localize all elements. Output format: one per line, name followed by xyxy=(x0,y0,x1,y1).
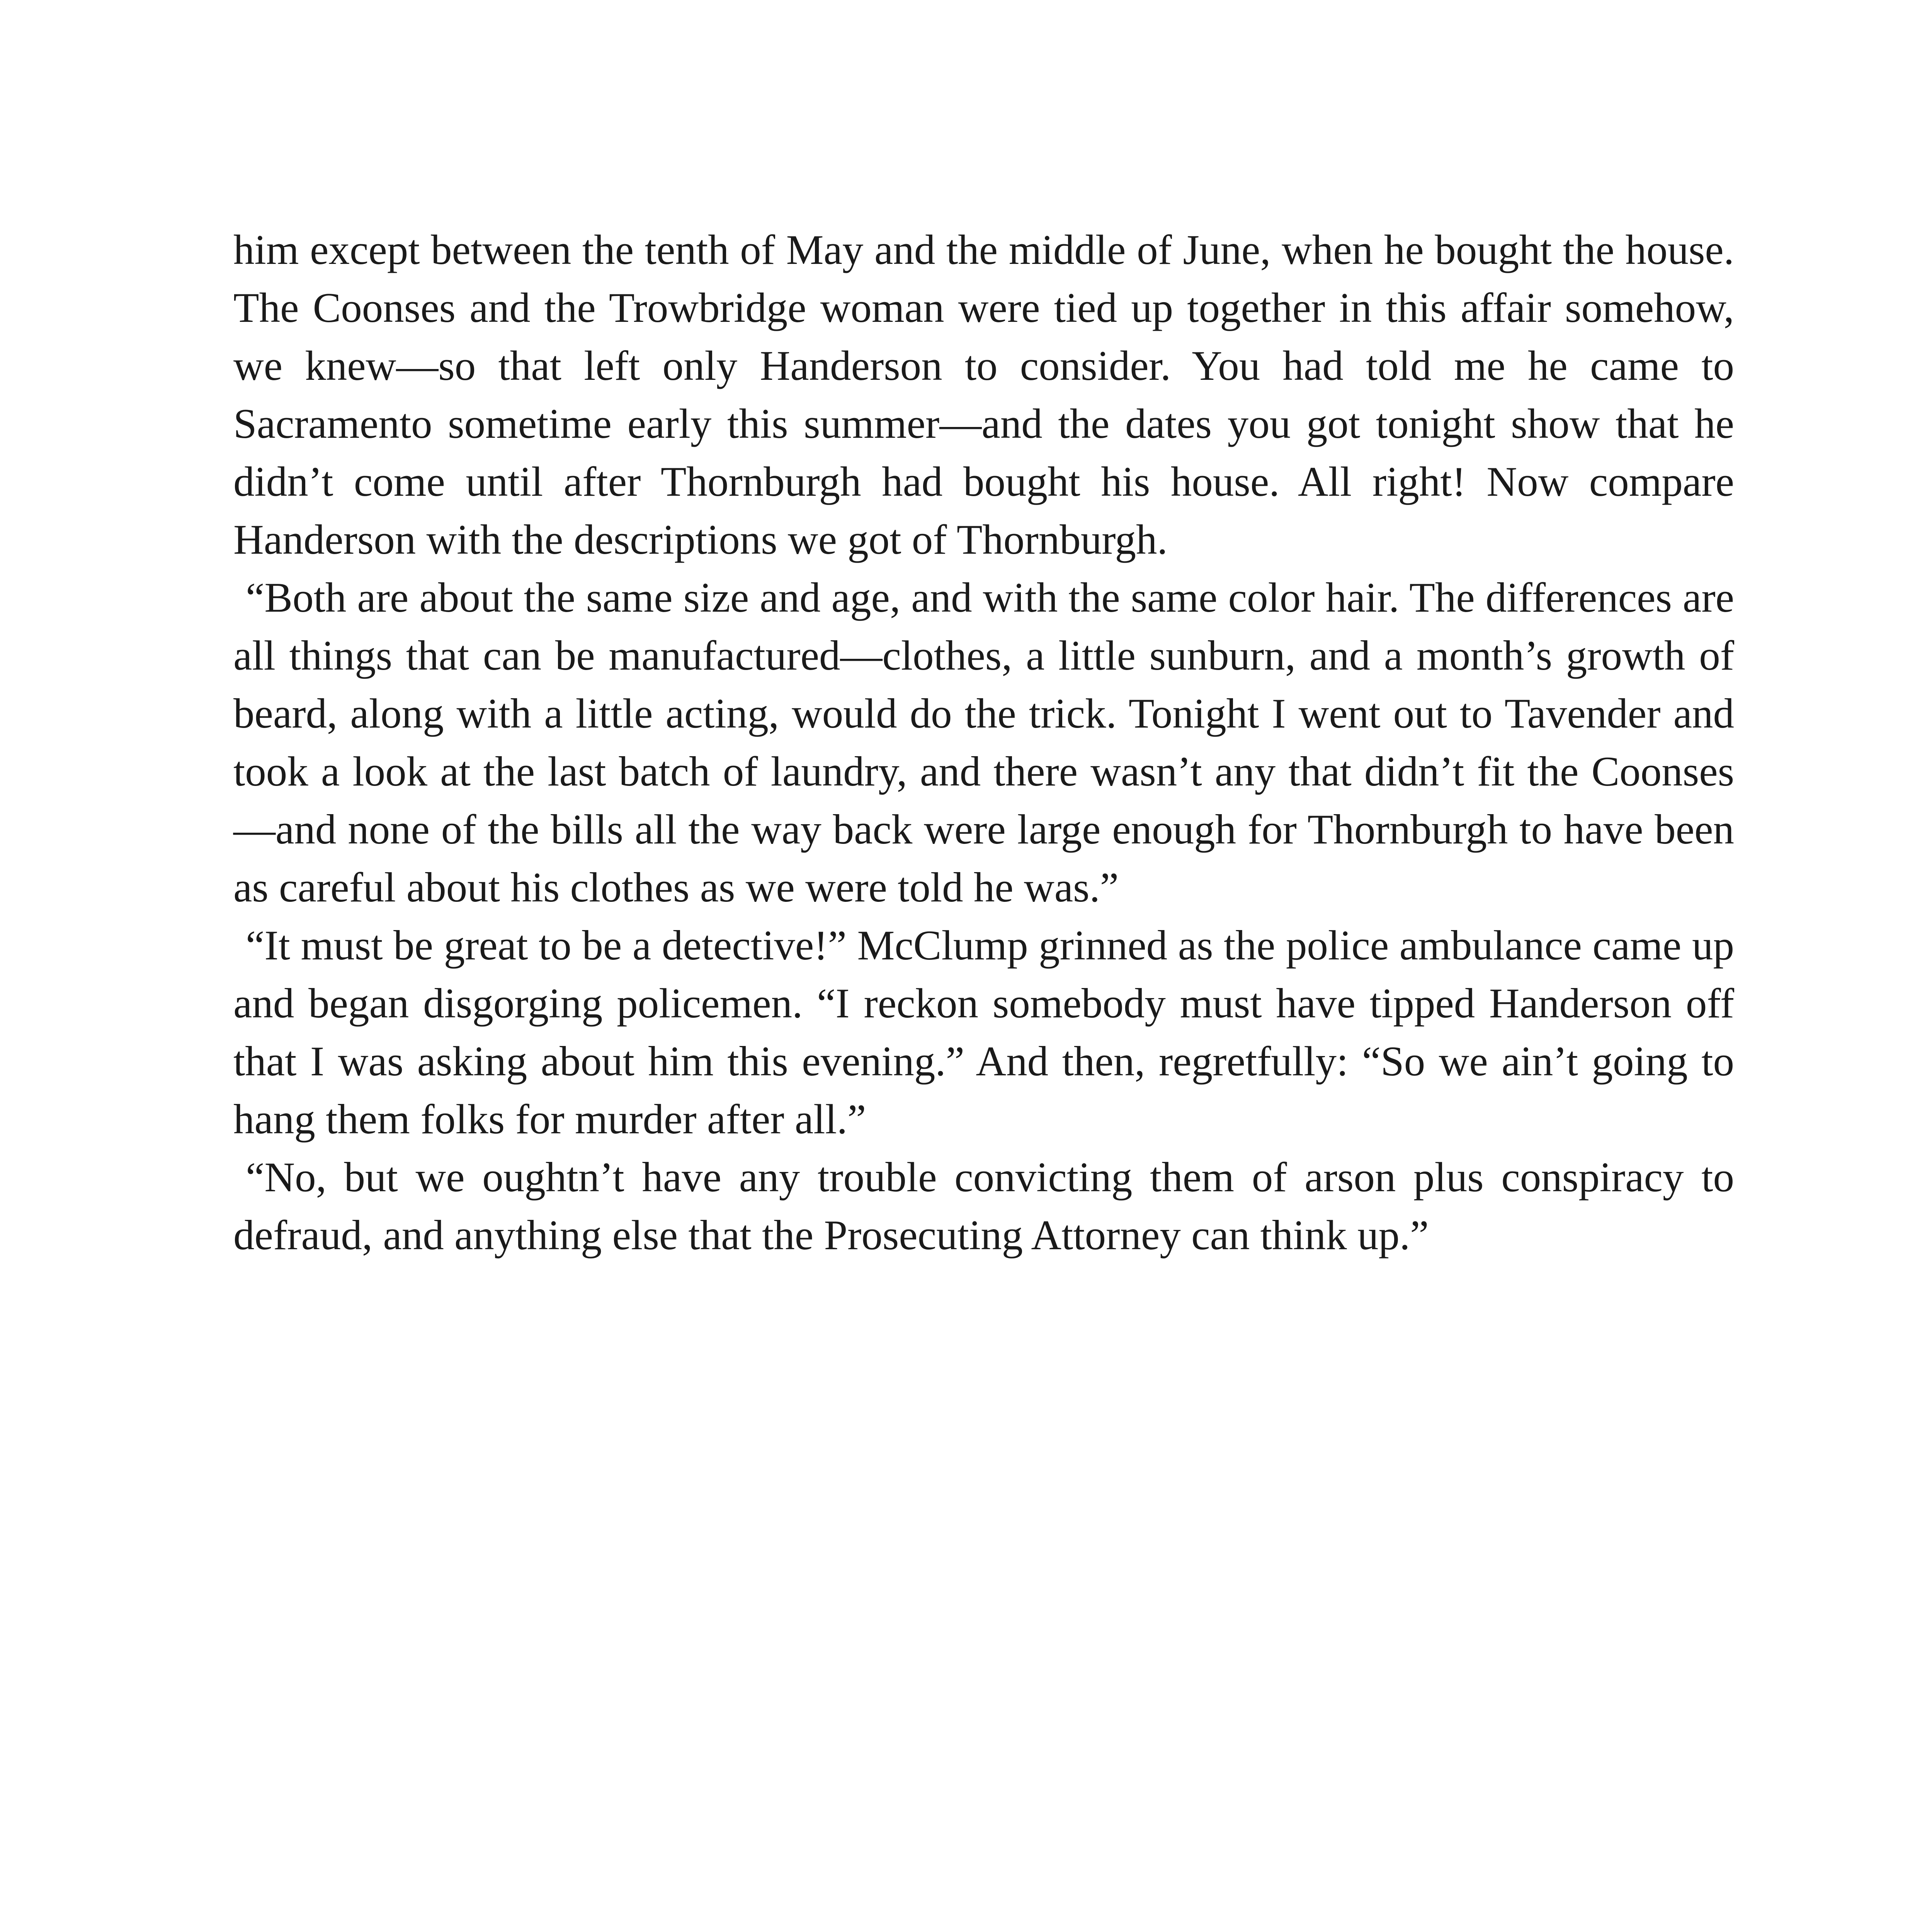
paragraph-great-detective: “It must be great to be a detective!” McClump grinned as the police ambulance came up and began disgorging policemen. “I reckon somebody must have tipped Handerson off that I was asking about him this evening.” And then, regretfully: “So we ain’t going to hang them folks for murder after all.” xyxy=(233,922,1734,1143)
paragraph-no-but-convicting: “No, but we oughtn’t have any trouble convicting them of arson plus conspiracy to defraud, and anything else that the Prosecuting Attorney can think up.” xyxy=(233,1154,1734,1259)
paragraph-continuation: him except between the tenth of May and the middle of June, when he bought the house. The Coonses and the Trowbridge woman were tied up together in this affair somehow, we knew—so that left only Handerson to consider. You had told me he came to Sacramento sometime early this summer—and the dates you got tonight show that he didn’t come until after Thornburgh had bought his house. All right! Now compare Handerson with the descriptions we got of Thornburgh. xyxy=(233,226,1734,563)
page-text-body xyxy=(233,221,1734,1264)
paragraph-both-same-size: “Both are about the same size and age, and with the same color hair. The differences are all things that can be manufactured—clothes, a little sunburn, and a month’s growth of beard, along with a little acting, would do the trick. Tonight I went out to Tavender and took a look at the last batch of laundry, and there wasn’t any that didn’t fit the Coonses—and none of the bills all the way back were large enough for Thornburgh to have been as careful about his clothes as we were told he was.” xyxy=(233,574,1734,911)
